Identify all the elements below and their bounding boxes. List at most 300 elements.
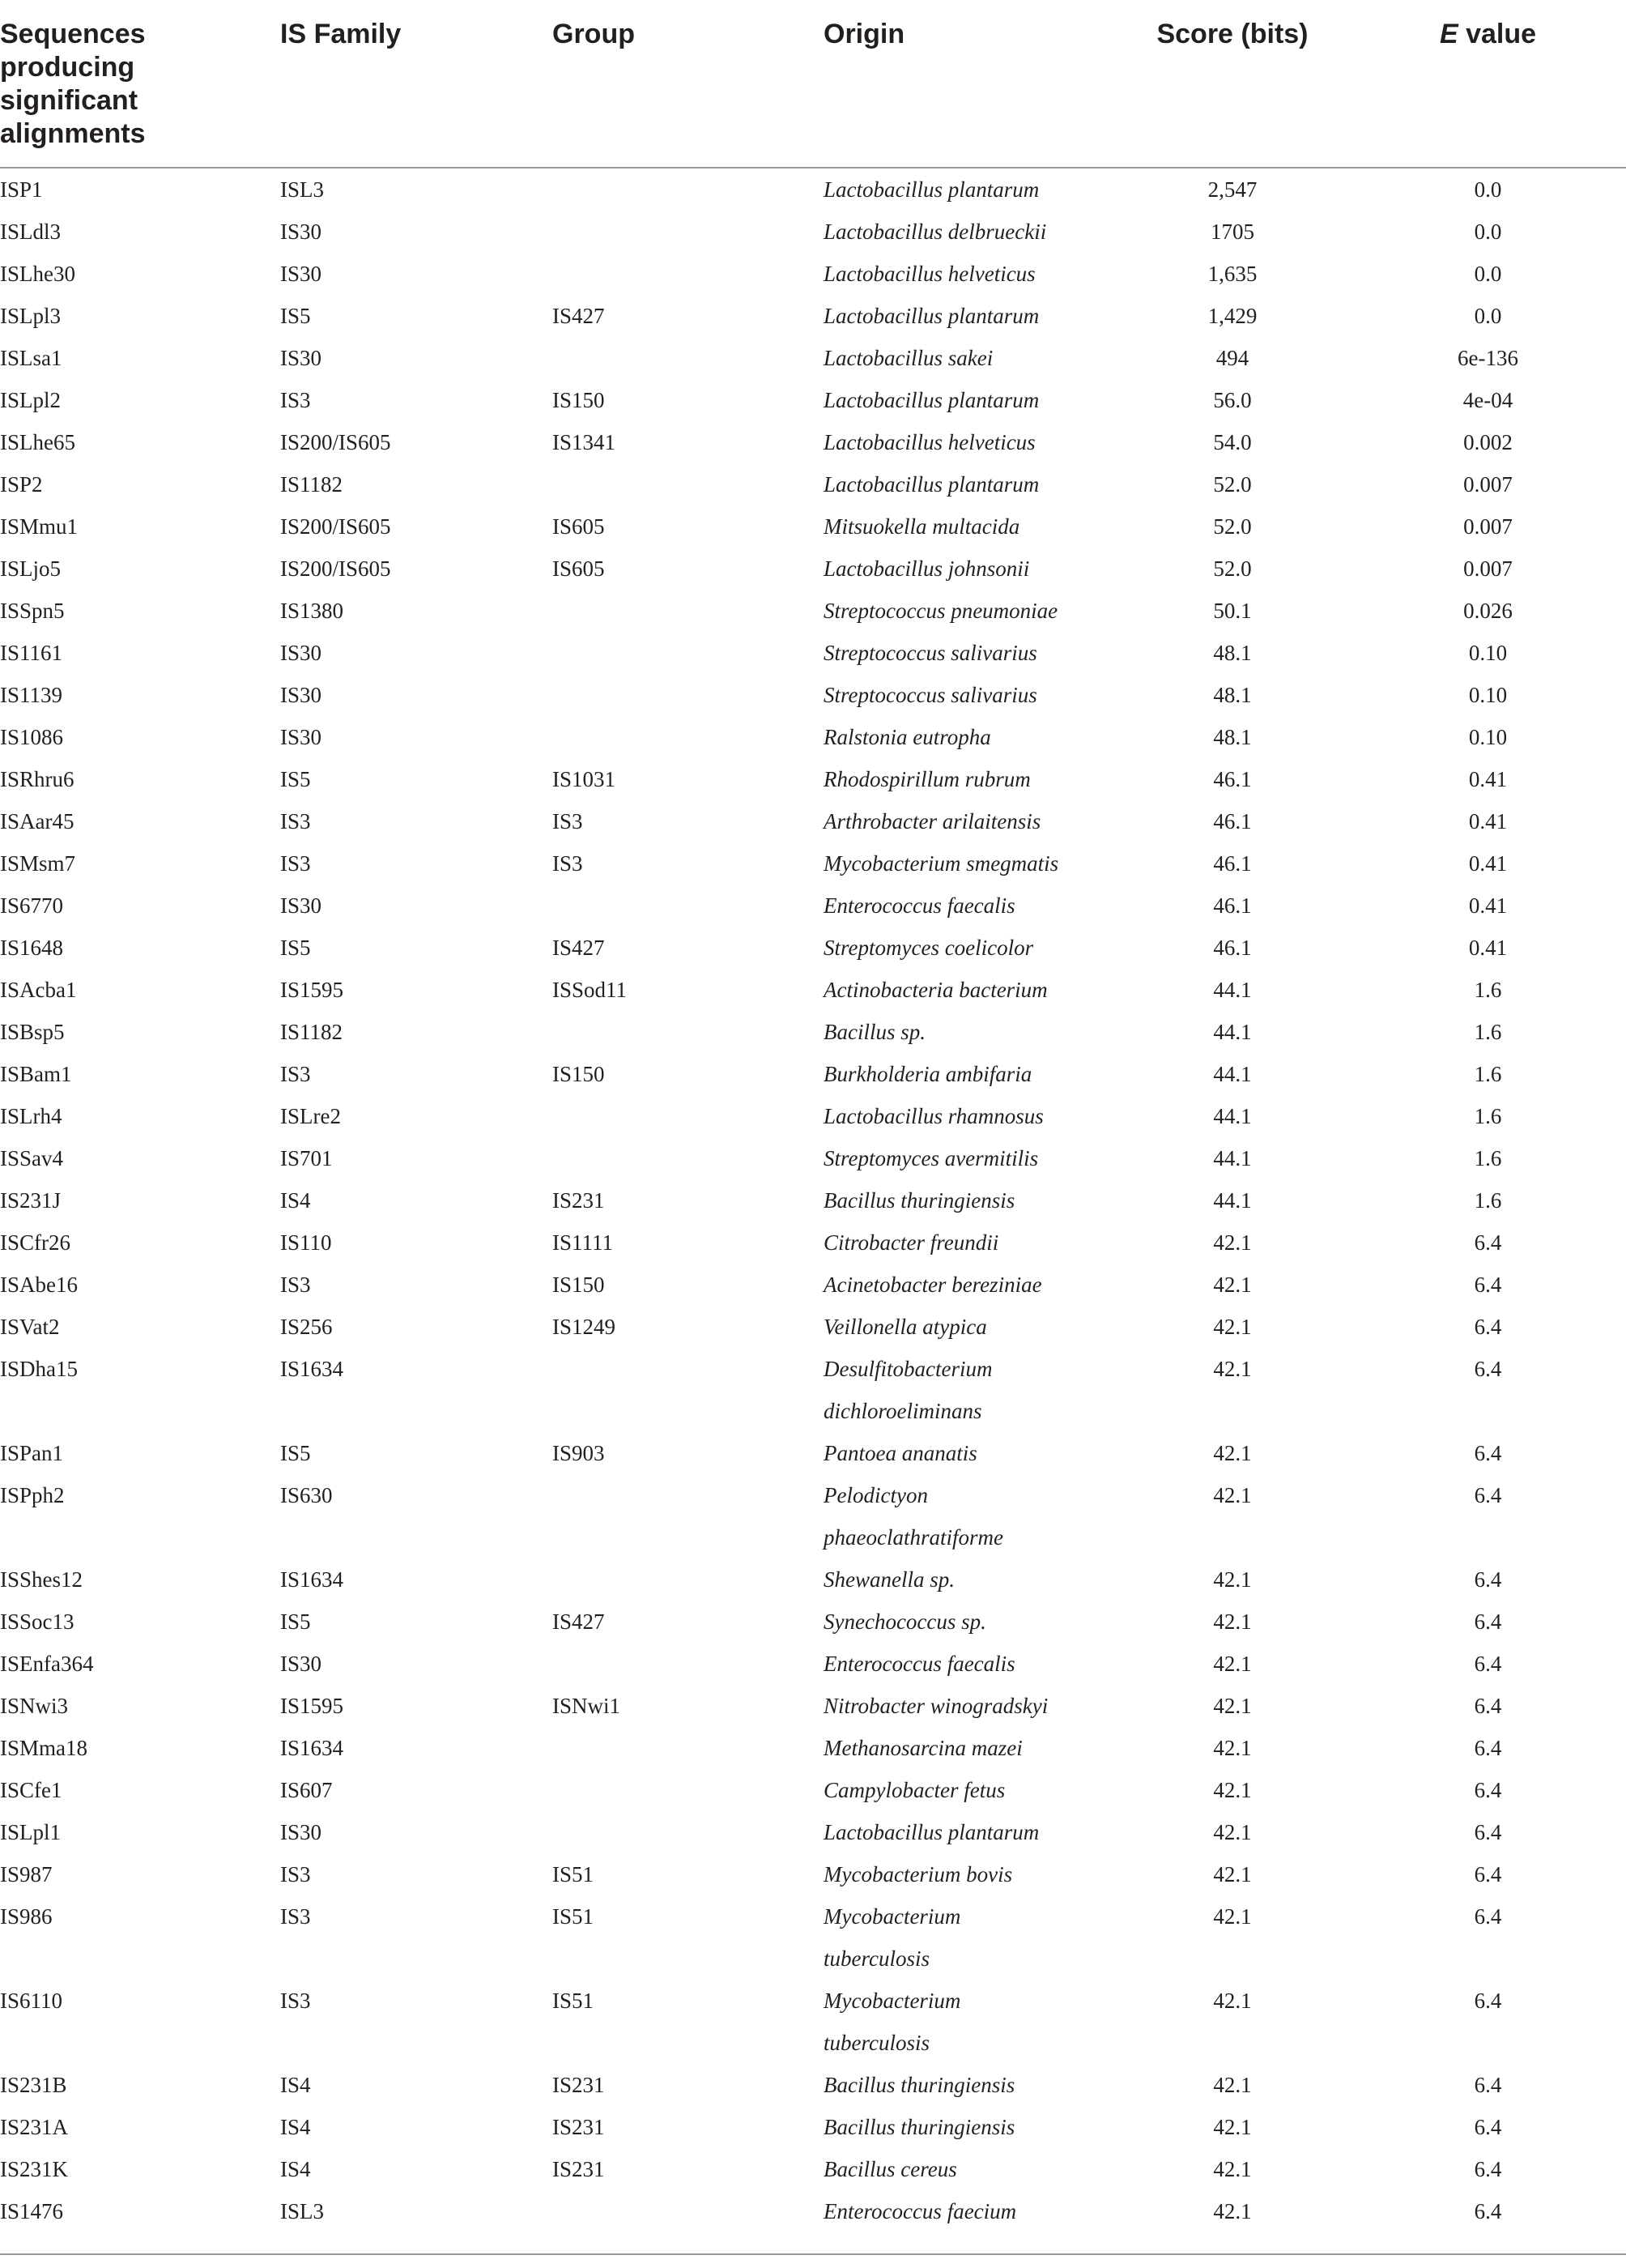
cell-evalue: 1.6 [1474,1146,1502,1170]
cell-sequence: ISP2 [0,472,43,497]
cell-family: IS30 [280,893,322,918]
table-row [0,632,1626,674]
cell-evalue: 0.0 [1474,220,1502,244]
cell-group [552,463,824,505]
cell-group: IS231 [552,2157,605,2181]
cell-evalue: 6.4 [1474,1694,1502,1718]
cell-score: 52.0 [1213,514,1252,539]
cell-origin: Streptococcus pneumoniae [824,599,1058,623]
cell-score: 1705 [1211,220,1254,244]
cell-sequence: ISNwi3 [0,1694,69,1718]
cell-evalue: 6.4 [1474,1778,1502,1802]
table-row [0,1727,1626,1769]
cell-evalue: 0.10 [1468,725,1508,749]
cell-origin: Citrobacter freundii [824,1230,999,1255]
table-row [0,1474,1626,1558]
cell-origin: Mycobacterium bovis [824,1862,1013,1886]
cell-evalue: 6.4 [1474,1315,1502,1339]
cell-sequence: ISMmu1 [0,514,79,539]
cell-sequence: ISSpn5 [0,599,65,623]
cell-family: IS3 [280,1904,311,1929]
cell-sequence: ISPan1 [0,1441,64,1465]
cell-origin: Enterococcus faecium [824,2199,1017,2223]
cell-group [552,1558,824,1601]
cell-group: IS231 [552,2115,605,2139]
origin-line-1: Pelodictyon [824,1483,928,1507]
cell-group: IS427 [552,304,605,328]
cell-evalue: 6.4 [1474,1273,1502,1297]
cell-group [552,590,824,632]
cell-group [552,1095,824,1137]
cell-evalue: 0.007 [1463,514,1513,539]
cell-origin: Lactobacillus plantarum [824,304,1040,328]
cell-origin: Lactobacillus rhamnosus [824,1104,1044,1128]
cell-family: IS1182 [280,1020,343,1044]
cell-family: IS1634 [280,1567,344,1592]
cell-evalue: 1.6 [1474,1188,1502,1213]
cell-score: 42.1 [1213,1652,1252,1676]
cell-origin: Lactobacillus plantarum [824,1820,1040,1844]
cell-evalue: 0.007 [1463,556,1513,581]
cell-origin: Streptomyces avermitilis [824,1146,1039,1170]
cell-origin: Shewanella sp. [824,1567,955,1592]
cell-family: IS200/IS605 [280,556,391,581]
cell-group [552,1727,824,1769]
cell-score: 1,635 [1207,262,1258,286]
cell-score: 48.1 [1213,725,1252,749]
table-row [0,1264,1626,1306]
header-group-label: Group [552,19,635,49]
cell-score: 46.1 [1213,936,1252,960]
cell-evalue: 6.4 [1474,1441,1502,1465]
cell-family: IS3 [280,851,311,876]
cell-evalue: 0.41 [1468,851,1508,876]
cell-evalue: 6.4 [1474,2157,1502,2181]
cell-group: IS1341 [552,430,616,454]
cell-origin [824,1348,1115,1432]
cell-evalue: 1.6 [1474,1104,1502,1128]
cell-origin: Lactobacillus johnsonii [824,556,1030,581]
cell-sequence: IS231A [0,2115,69,2139]
cell-family: IS1634 [280,1736,344,1760]
table-row [0,1095,1626,1137]
cell-group: IS427 [552,936,605,960]
table-row [0,674,1626,716]
table-row [0,1685,1626,1727]
cell-group [552,716,824,758]
cell-score: 494 [1215,346,1249,370]
cell-origin: Mycobacterium smegmatis [824,851,1059,876]
cell-sequence: IS231B [0,2073,67,2097]
cell-group [552,1011,824,1053]
cell-group [552,674,824,716]
cell-group: IS605 [552,556,605,581]
cell-origin [824,1474,1115,1558]
cell-family: IS5 [280,936,311,960]
header-evalue-e: E [1439,19,1458,49]
bottom-rule [0,2253,1626,2255]
cell-score: 42.1 [1213,1694,1252,1718]
cell-evalue: 6.4 [1474,2073,1502,2097]
cell-origin: Actinobacteria bacterium [824,978,1048,1002]
cell-sequence: ISLjo5 [0,556,62,581]
cell-origin: Lactobacillus helveticus [824,430,1036,454]
table-row [0,421,1626,463]
cell-origin: Lactobacillus helveticus [824,262,1036,286]
cell-sequence: ISLpl1 [0,1820,62,1844]
cell-origin: Enterococcus faecalis [824,1652,1015,1676]
cell-sequence: ISDha15 [0,1357,78,1381]
cell-family: IS30 [280,725,322,749]
cell-family: IS30 [280,683,322,707]
cell-sequence: ISLsa1 [0,346,62,370]
cell-family: IS3 [280,1862,311,1886]
header-origin [824,0,1115,168]
cell-group: IS903 [552,1441,605,1465]
table-row [0,1137,1626,1179]
cell-group [552,168,824,211]
cell-family: IS3 [280,809,311,833]
origin-line-2: tuberculosis [824,1946,930,1971]
cell-sequence: IS231J [0,1188,62,1213]
cell-origin: Lactobacillus delbrueckii [824,220,1047,244]
cell-sequence: ISBam1 [0,1062,72,1086]
cell-family: IS5 [280,304,311,328]
table-row [0,505,1626,548]
cell-origin: Veillonella atypica [824,1315,987,1339]
origin-line-1: Mycobacterium [824,1904,961,1929]
cell-group: IS605 [552,514,605,539]
cell-sequence: ISRhru6 [0,767,74,791]
table-row [0,758,1626,800]
cell-family: IS3 [280,1989,311,2013]
cell-group: IS150 [552,1062,605,1086]
cell-score: 42.1 [1213,1862,1252,1886]
table-row [0,168,1626,211]
cell-family: ISL3 [280,2199,324,2223]
cell-evalue: 6.4 [1474,1820,1502,1844]
header-evalue [1350,0,1626,168]
cell-family: IS1380 [280,599,344,623]
table-row [0,2106,1626,2148]
table-row [0,927,1626,969]
cell-sequence: ISLrh4 [0,1104,62,1128]
cell-family: IS256 [280,1315,333,1339]
cell-family: IS1595 [280,1694,344,1718]
table-row [0,295,1626,337]
cell-group: IS150 [552,1273,605,1297]
cell-score: 2,547 [1207,177,1258,202]
cell-score: 42.1 [1213,1778,1252,1802]
cell-origin: Ralstonia eutropha [824,725,991,749]
cell-sequence: ISCfr26 [0,1230,70,1255]
cell-family: IS30 [280,1652,322,1676]
header-family [280,0,552,168]
cell-origin: Bacillus thuringiensis [824,2073,1015,2097]
origin-line-2: phaeoclathratiforme [824,1525,1003,1550]
cell-group: IS51 [552,1904,594,1929]
header-evalue-rest: value [1458,19,1537,49]
cell-evalue: 6.4 [1474,1736,1502,1760]
cell-evalue: 1.6 [1474,978,1502,1002]
table-row [0,1643,1626,1685]
cell-sequence: IS1139 [0,683,63,707]
cell-origin: Campylobacter fetus [824,1778,1006,1802]
table-row [0,1769,1626,1811]
cell-group: IS231 [552,1188,605,1213]
cell-evalue: 0.0 [1474,177,1502,202]
header-score-label: Score (bits) [1156,19,1309,49]
table-row [0,842,1626,885]
cell-score: 44.1 [1213,1104,1252,1128]
cell-score: 42.1 [1213,1357,1252,1381]
cell-family: IS4 [280,2073,311,2097]
cell-family: IS4 [280,2157,311,2181]
cell-sequence: IS1086 [0,725,64,749]
cell-origin: Bacillus sp. [824,1020,926,1044]
cell-sequence: ISEnfa364 [0,1652,94,1676]
cell-sequence: ISLdl3 [0,220,62,244]
table-row [0,211,1626,253]
cell-score: 42.1 [1213,2115,1252,2139]
table-row [0,2148,1626,2190]
cell-origin: Burkholderia ambifaria [824,1062,1032,1086]
header-family-label: IS Family [280,19,402,49]
cell-sequence: ISLpl3 [0,304,62,328]
origin-line-2: tuberculosis [824,2031,930,2055]
cell-group: IS1031 [552,767,616,791]
cell-family: IS5 [280,767,311,791]
cell-family: IS1182 [280,472,343,497]
cell-origin: Synechococcus sp. [824,1609,986,1634]
cell-family: IS30 [280,220,322,244]
cell-evalue: 6.4 [1474,1567,1502,1592]
cell-evalue: 1.6 [1474,1020,1502,1044]
cell-group: IS51 [552,1989,594,2013]
cell-evalue: 1.6 [1474,1062,1502,1086]
cell-sequence: ISLhe30 [0,262,75,286]
cell-origin: Lactobacillus plantarum [824,177,1040,202]
cell-group: IS1111 [552,1230,614,1255]
cell-family: IS4 [280,1188,311,1213]
cell-group [552,211,824,253]
table-row [0,1306,1626,1348]
cell-score: 42.1 [1213,1315,1252,1339]
cell-score: 42.1 [1213,1567,1252,1592]
cell-sequence: IS1648 [0,936,64,960]
cell-evalue: 4e-04 [1462,388,1513,412]
table-row [0,548,1626,590]
cell-origin [824,1980,1115,2064]
cell-group: IS1249 [552,1315,616,1339]
cell-evalue: 0.002 [1463,430,1513,454]
cell-family: IS3 [280,1273,311,1297]
cell-sequence: ISAbe16 [0,1273,78,1297]
cell-group: ISSod11 [552,978,628,1002]
cell-score: 42.1 [1213,1483,1252,1507]
cell-group [552,1348,824,1432]
cell-score: 54.0 [1213,430,1252,454]
cell-family: IS5 [280,1609,311,1634]
cell-evalue: 6.4 [1474,1652,1502,1676]
header-score [1115,0,1350,168]
cell-score: 42.1 [1213,1441,1252,1465]
cell-score: 1,429 [1207,304,1258,328]
cell-family: IS200/IS605 [280,514,391,539]
cell-score: 42.1 [1213,2199,1252,2223]
cell-evalue: 0.41 [1468,893,1508,918]
cell-score: 44.1 [1213,1146,1252,1170]
cell-sequence: ISLhe65 [0,430,75,454]
cell-group [552,1474,824,1558]
cell-score: 42.1 [1213,1609,1252,1634]
cell-origin: Acinetobacter bereziniae [824,1273,1042,1297]
table-row [0,590,1626,632]
cell-family: IS3 [280,388,311,412]
cell-score: 42.1 [1213,1230,1252,1255]
cell-sequence: ISPph2 [0,1483,65,1507]
cell-evalue: 6.4 [1474,1483,1502,1507]
cell-score: 46.1 [1213,809,1252,833]
cell-evalue: 6.4 [1474,2115,1502,2139]
cell-evalue: 6.4 [1474,1989,1502,2013]
cell-evalue: 6.4 [1474,1357,1502,1381]
cell-sequence: IS6770 [0,893,64,918]
cell-family: IS607 [280,1778,333,1802]
table-row [0,1432,1626,1474]
cell-evalue: 6.4 [1474,1609,1502,1634]
cell-origin [824,1895,1115,1980]
cell-sequence: IS1161 [0,641,63,665]
cell-origin: Bacillus thuringiensis [824,2115,1015,2139]
table-row [0,1895,1626,1980]
cell-group [552,1811,824,1853]
cell-group [552,337,824,379]
cell-group [552,253,824,295]
cell-score: 46.1 [1213,767,1252,791]
cell-score: 46.1 [1213,851,1252,876]
origin-line-1: Desulfitobacterium [824,1357,993,1381]
cell-evalue: 0.41 [1468,809,1508,833]
cell-origin: Lactobacillus sakei [824,346,994,370]
cell-score: 50.1 [1213,599,1252,623]
origin-line-1: Mycobacterium [824,1989,961,2013]
cell-group: ISNwi1 [552,1694,621,1718]
cell-origin: Streptococcus salivarius [824,641,1037,665]
cell-family: IS110 [280,1230,332,1255]
cell-family: IS3 [280,1062,311,1086]
cell-evalue: 0.41 [1468,767,1508,791]
cell-family: IS5 [280,1441,311,1465]
cell-score: 56.0 [1213,388,1252,412]
cell-sequence: ISBsp5 [0,1020,65,1044]
cell-family: IS30 [280,641,322,665]
cell-group: IS3 [552,851,583,876]
cell-score: 42.1 [1213,2073,1252,2097]
cell-score: 42.1 [1213,1273,1252,1297]
table-row [0,1601,1626,1643]
cell-score: 48.1 [1213,641,1252,665]
cell-family: IS1595 [280,978,344,1002]
cell-sequence: IS6110 [0,1989,63,2013]
cell-family: ISL3 [280,177,324,202]
cell-group: IS231 [552,2073,605,2097]
cell-sequence: IS231K [0,2157,69,2181]
cell-evalue: 0.41 [1468,936,1508,960]
table-row [0,253,1626,295]
cell-evalue: 6e-136 [1458,346,1518,370]
table-row [0,2190,1626,2232]
cell-origin: Lactobacillus plantarum [824,388,1040,412]
cell-score: 42.1 [1213,1989,1252,2013]
cell-evalue: 6.4 [1474,1904,1502,1929]
cell-origin: Mitsuokella multacida [824,514,1020,539]
cell-origin: Streptomyces coelicolor [824,936,1034,960]
cell-evalue: 0.0 [1474,304,1502,328]
table-row [0,1558,1626,1601]
cell-family: IS30 [280,346,322,370]
cell-family: IS1634 [280,1357,344,1381]
header-group [552,0,824,168]
cell-evalue: 6.4 [1474,2199,1502,2223]
cell-evalue: 0.007 [1463,472,1513,497]
cell-evalue: 0.0 [1474,262,1502,286]
cell-score: 52.0 [1213,472,1252,497]
table-body [0,168,1626,2232]
cell-sequence: ISLpl2 [0,388,62,412]
cell-origin: Lactobacillus plantarum [824,472,1040,497]
cell-sequence: ISSoc13 [0,1609,74,1634]
cell-evalue: 0.026 [1463,599,1513,623]
cell-group [552,1769,824,1811]
table-row [0,969,1626,1011]
table-row [0,1348,1626,1432]
cell-family: IS701 [280,1146,333,1170]
cell-sequence: IS1476 [0,2199,64,2223]
cell-family: ISLre2 [280,1104,341,1128]
cell-evalue: 0.10 [1468,683,1508,707]
cell-sequence: ISShes12 [0,1567,83,1592]
cell-sequence: ISCfe1 [0,1778,62,1802]
table-row [0,337,1626,379]
cell-group: IS51 [552,1862,594,1886]
header-sequences [0,0,280,168]
cell-sequence: IS986 [0,1904,53,1929]
cell-sequence: IS987 [0,1862,53,1886]
cell-origin: Enterococcus faecalis [824,893,1015,918]
cell-group [552,632,824,674]
cell-origin: Rhodospirillum rubrum [824,767,1031,791]
cell-score: 42.1 [1213,1820,1252,1844]
cell-score: 42.1 [1213,1904,1252,1929]
cell-origin: Pantoea ananatis [824,1441,977,1465]
cell-origin: Methanosarcina mazei [824,1736,1023,1760]
cell-origin: Bacillus thuringiensis [824,1188,1015,1213]
table-row [0,1179,1626,1221]
cell-group [552,885,824,927]
cell-origin: Streptococcus salivarius [824,683,1037,707]
table-row [0,1811,1626,1853]
cell-evalue: 0.10 [1468,641,1508,665]
header-sequences-label: Sequences producing significant alignments [0,19,146,149]
table-row [0,716,1626,758]
cell-sequence: ISSav4 [0,1146,64,1170]
cell-sequence: ISMsm7 [0,851,76,876]
cell-group [552,1643,824,1685]
origin-line-2: dichloroeliminans [824,1399,982,1423]
table-row [0,800,1626,842]
table-row [0,379,1626,421]
